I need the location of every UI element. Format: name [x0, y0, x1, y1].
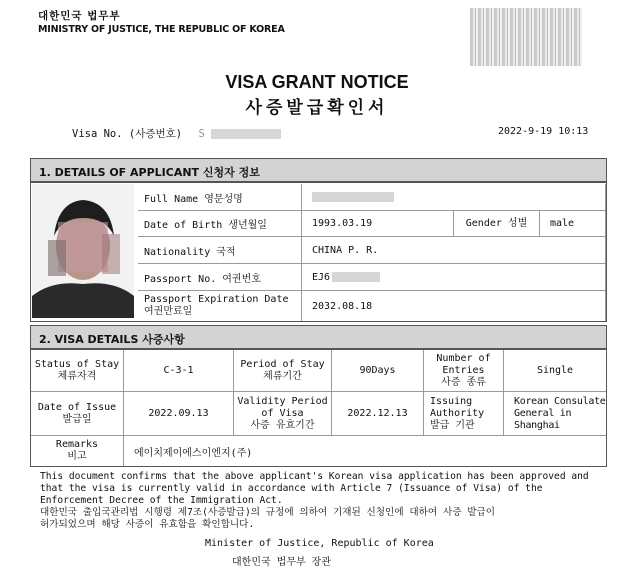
issuing-authority-value [504, 392, 606, 436]
entries-value: Single [504, 350, 606, 392]
entries-label-line1: Number of [436, 352, 491, 364]
authority-value-line2: General in [514, 407, 572, 419]
dob-value: 1993.03.19 [302, 211, 454, 237]
remarks-label-en: Remarks [55, 439, 99, 450]
authority-label-line2: Authority [430, 407, 485, 419]
title-english: VISA GRANT NOTICE [225, 72, 409, 92]
notice-line: This document confirms that the above applicant's Korean visa application has been approved and [40, 471, 589, 482]
full-name-redacted [312, 192, 394, 202]
passport-number-label: Passport No. 여권번호 [138, 264, 302, 291]
authority-label-kr: 발급 기관 [430, 419, 475, 431]
signature-english: Minister of Justice, Republic of Korea [205, 538, 434, 549]
passport-expiry-value: 2032.08.18 [302, 291, 606, 321]
date-of-issue-label-en: Date of Issue [37, 401, 117, 413]
date-of-issue-value: 2022.09.13 [124, 392, 234, 436]
notice-line: that the visa is currently valid in accordance with Article 7 (Issuance of Visa) of the [40, 483, 543, 494]
visa-number [72, 126, 281, 141]
status-of-stay-label [31, 350, 124, 392]
entries-label-line2: Entries [442, 364, 485, 376]
visa-number-redacted [211, 129, 281, 139]
notice-line: Enforcement Decree of the Immigration Act. [40, 495, 283, 506]
barcode-redacted [470, 8, 582, 66]
authority-value-line1: Korean Consulate [514, 395, 606, 407]
applicant-photo [32, 184, 134, 318]
visa-number-prefix: S [198, 128, 205, 140]
date-of-issue-label-kr: 발급일 [62, 413, 92, 425]
period-of-stay-label-kr: 체류기간 [263, 370, 302, 382]
confirmation-notice [40, 471, 600, 531]
authority-label-line1: Issuing [430, 395, 473, 407]
gender-label: Gender 성별 [454, 211, 540, 237]
signature-korean: 대한민국 법무부 장관 [232, 557, 331, 568]
validity-label-kr: 사증 유효기간 [250, 419, 315, 431]
applicant-photo-image [32, 184, 134, 318]
passport-expiry-label-en: Passport Expiration Date [144, 294, 289, 305]
ministry-name-korean: 대한민국 법무부 [38, 10, 121, 22]
ministry-name-english: MINISTRY OF JUSTICE, THE REPUBLIC OF KOREA [38, 24, 285, 35]
issuing-authority-label [424, 392, 504, 436]
period-of-stay-label-en: Period of Stay [240, 358, 325, 370]
nationality-label: Nationality 국적 [138, 237, 302, 264]
title-korean: 사증발급확인서 [245, 98, 389, 118]
validity-period-label [234, 392, 332, 436]
authority-value-line3: Shanghai [514, 419, 560, 431]
notice-line: 대한민국 출입국관리법 시행령 제7조(사증발급)의 규정에 의하여 기재된 신청인에 대하여 사증 발급이 [40, 507, 496, 518]
remarks-label [31, 436, 124, 466]
validity-label-line2: of Visa [261, 407, 304, 419]
visa-number-label: Visa No. (사증번호) [72, 128, 183, 140]
nationality-value: CHINA P. R. [302, 237, 606, 264]
status-of-stay-value: C-3-1 [124, 350, 234, 392]
period-of-stay-label [234, 350, 332, 392]
status-of-stay-label-en: Status of Stay [34, 358, 120, 370]
passport-number-value [302, 264, 606, 291]
passport-expiry-label-kr: 여권만료일 [144, 306, 193, 317]
section-applicant-header: 1. DETAILS OF APPLICANT 신청자 정보 [30, 158, 607, 182]
status-of-stay-label-kr: 체류자격 [57, 370, 97, 382]
date-of-issue-label [31, 392, 124, 436]
entries-label-kr: 사증 종류 [441, 376, 486, 388]
entries-label [424, 350, 504, 392]
dob-label: Date of Birth 생년월일 [138, 211, 302, 237]
validity-label-line1: Validity Period [237, 395, 328, 407]
full-name-value [302, 184, 606, 211]
gender-value: male [540, 211, 606, 237]
passport-number-prefix: EJ6 [312, 271, 331, 283]
section-visa-header: 2. VISA DETAILS 사증사항 [30, 325, 607, 349]
notice-line: 허가되었으며 해당 사증이 유효함을 확인합니다. [40, 519, 255, 530]
remarks-label-kr: 비고 [67, 451, 87, 462]
issue-datetime: 2022-9-19 10:13 [498, 126, 589, 137]
full-name-label: Full Name 영문성명 [138, 184, 302, 211]
validity-period-value: 2022.12.13 [332, 392, 424, 436]
passport-expiry-label [138, 291, 302, 321]
period-of-stay-value: 90Days [332, 350, 424, 392]
remarks-value: 에이치제이에스이엔지(주) [134, 447, 253, 459]
passport-number-redacted [332, 272, 380, 282]
